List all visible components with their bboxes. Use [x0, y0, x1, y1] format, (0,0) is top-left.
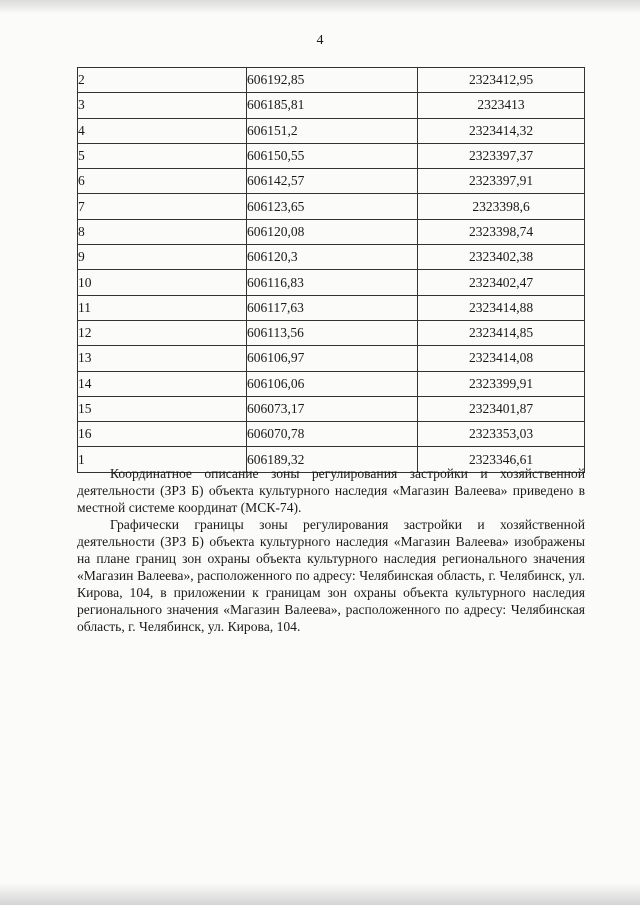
x-coordinate-cell: 606070,78 [247, 422, 418, 447]
point-number-cell: 12 [78, 320, 247, 345]
point-number-cell: 13 [78, 346, 247, 371]
point-number-cell: 16 [78, 422, 247, 447]
page-number: 4 [316, 33, 324, 48]
table-row [78, 245, 585, 270]
x-coordinate-cell: 606151,2 [247, 118, 418, 143]
table-row [78, 93, 585, 118]
table-row [78, 68, 585, 93]
x-coordinate-cell: 606120,3 [247, 245, 418, 270]
table-row [78, 396, 585, 421]
x-coordinate-cell: 606185,81 [247, 93, 418, 118]
x-coordinate-cell: 606192,85 [247, 68, 418, 93]
table-row [78, 320, 585, 345]
coordinates-table [77, 67, 585, 473]
y-coordinate-cell: 2323414,32 [418, 118, 585, 143]
y-coordinate-cell: 2323398,74 [418, 219, 585, 244]
table-row [78, 346, 585, 371]
y-coordinate-cell: 2323413 [418, 93, 585, 118]
point-number-cell: 2 [78, 68, 247, 93]
point-number-cell: 5 [78, 143, 247, 168]
scan-shadow-bottom [0, 883, 640, 905]
point-number-cell: 4 [78, 118, 247, 143]
y-coordinate-cell: 2323402,47 [418, 270, 585, 295]
y-coordinate-cell: 2323398,6 [418, 194, 585, 219]
y-coordinate-cell: 2323397,91 [418, 169, 585, 194]
table-row [78, 194, 585, 219]
point-number-cell: 14 [78, 371, 247, 396]
table-row [78, 295, 585, 320]
scan-shadow-top [0, 0, 640, 14]
coordinates-table-body [78, 68, 585, 473]
y-coordinate-cell: 2323414,88 [418, 295, 585, 320]
table-row [78, 219, 585, 244]
point-number-cell: 10 [78, 270, 247, 295]
paragraph-coordinate-description: Координатное описание зоны регулирования застройки и хозяйственной деятельности (ЗРЗ Б) объекта культурного наследия «Магазин Валеева» приведено в местной системе координат (МСК-74). [77, 466, 585, 515]
x-coordinate-cell: 606106,97 [247, 346, 418, 371]
paragraph-graphic-boundaries: Графически границы зоны регулирования застройки и хозяйственной деятельности (ЗРЗ Б) объекта культурного наследия «Магазин Валеева» изображены на плане границ зон охраны объекта культурного наследия регионального значения «Магазин Валеева», расположенного по адресу: Челябинская область, г. Челябинск, ул. Кирова, 104, в приложении к границам зон охраны объекта культурного наследия регионального значения «Магазин Валеева», расположенного по адресу: Челябинская область, г. Челябинск, ул. Кирова, 104. [77, 517, 585, 634]
y-coordinate-cell: 2323402,38 [418, 245, 585, 270]
table-row [78, 422, 585, 447]
table-row [78, 371, 585, 396]
x-coordinate-cell: 606113,56 [247, 320, 418, 345]
y-coordinate-cell: 2323399,91 [418, 371, 585, 396]
x-coordinate-cell: 606150,55 [247, 143, 418, 168]
x-coordinate-cell: 606120,08 [247, 219, 418, 244]
table-row [78, 143, 585, 168]
y-coordinate-cell: 2323346,61 [418, 447, 585, 472]
x-coordinate-cell: 606189,32 [247, 447, 418, 472]
point-number-cell: 3 [78, 93, 247, 118]
y-coordinate-cell: 2323414,08 [418, 346, 585, 371]
x-coordinate-cell: 606073,17 [247, 396, 418, 421]
point-number-cell: 1 [78, 447, 247, 472]
y-coordinate-cell: 2323414,85 [418, 320, 585, 345]
y-coordinate-cell: 2323412,95 [418, 68, 585, 93]
point-number-cell: 8 [78, 219, 247, 244]
x-coordinate-cell: 606123,65 [247, 194, 418, 219]
x-coordinate-cell: 606117,63 [247, 295, 418, 320]
body-text [77, 465, 585, 635]
y-coordinate-cell: 2323397,37 [418, 143, 585, 168]
point-number-cell: 7 [78, 194, 247, 219]
point-number-cell: 9 [78, 245, 247, 270]
x-coordinate-cell: 606142,57 [247, 169, 418, 194]
y-coordinate-cell: 2323353,03 [418, 422, 585, 447]
y-coordinate-cell: 2323401,87 [418, 396, 585, 421]
point-number-cell: 15 [78, 396, 247, 421]
x-coordinate-cell: 606116,83 [247, 270, 418, 295]
table-row [78, 169, 585, 194]
table-row [78, 270, 585, 295]
table-row [78, 118, 585, 143]
point-number-cell: 6 [78, 169, 247, 194]
point-number-cell: 11 [78, 295, 247, 320]
x-coordinate-cell: 606106,06 [247, 371, 418, 396]
